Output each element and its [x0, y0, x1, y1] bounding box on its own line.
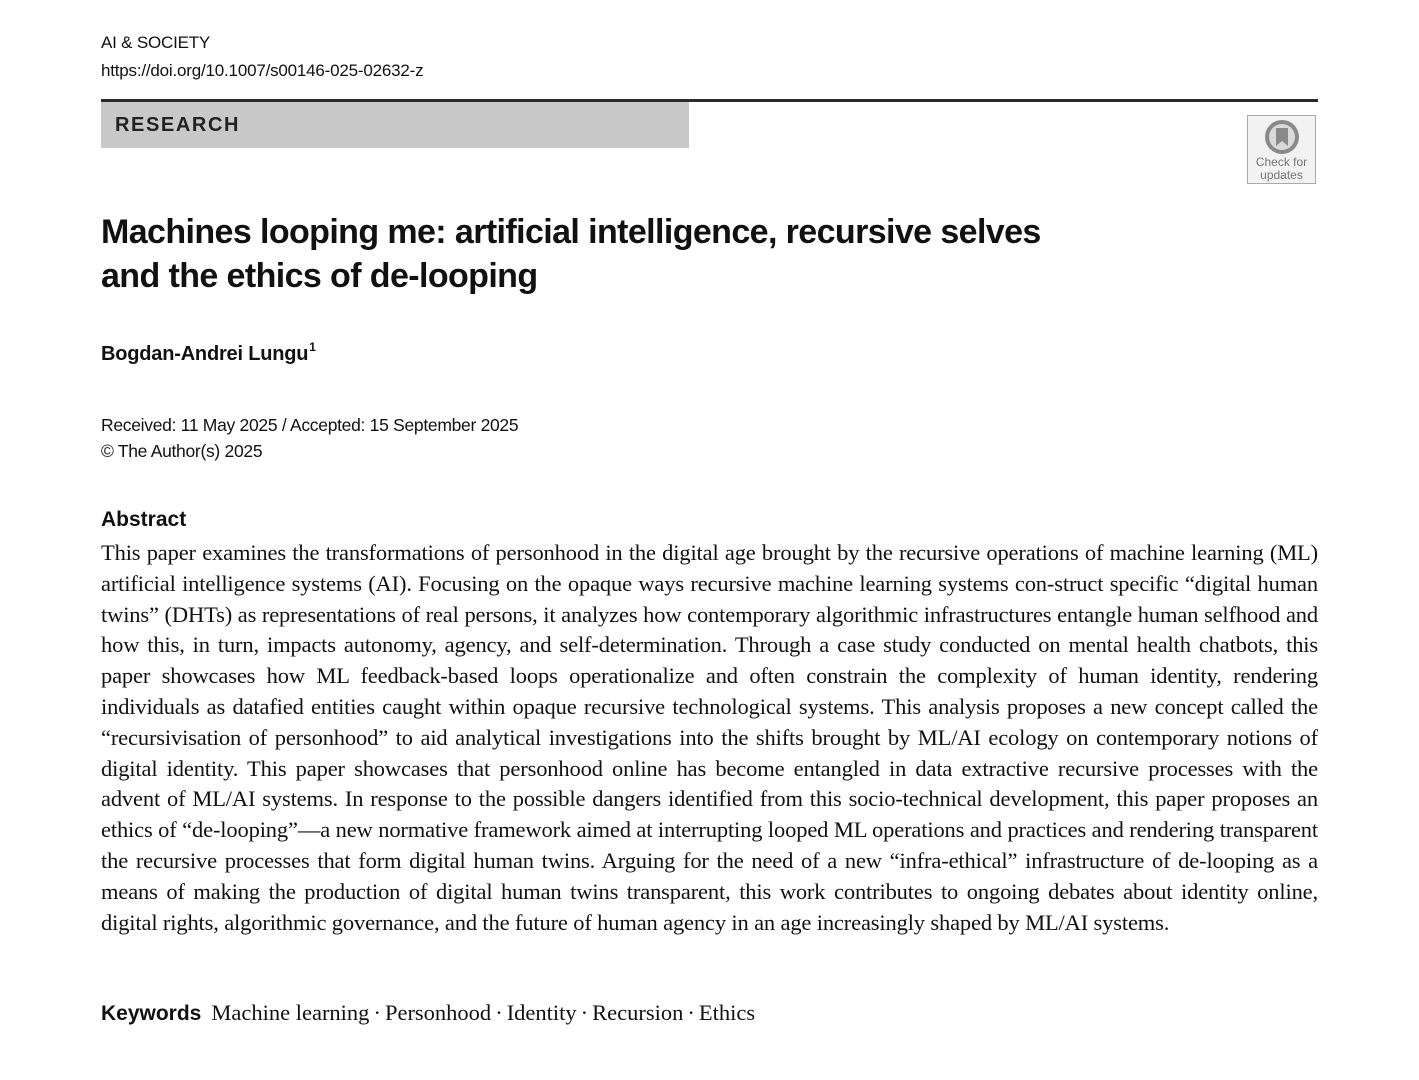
article-type-band — [101, 102, 689, 148]
author-line — [101, 340, 316, 366]
check-for-updates-line2: updates — [1260, 168, 1303, 182]
keyword-item: Identity — [506, 1000, 577, 1025]
author-affiliation-marker[interactable]: 1 — [309, 340, 316, 354]
article-title: Machines looping me: artificial intelligence, recursive selves and the ethics of de-looping — [101, 213, 1041, 295]
copyright-notice: © The Author(s) 2025 — [101, 441, 263, 461]
received-accepted-dates: Received: 11 May 2025 / Accepted: 15 September 2025 — [101, 415, 519, 435]
abstract-text: This paper examines the transformations of personhood in the digital age brought by the recursive operations of machine learning (ML) artificial intelligence systems (AI). Focusing on the opaque ways recursive machine learning systems con-struct specific “digital human twins” (DHTs) as representations of real persons, it analyzes how contemporary algorithmic infrastructures entangle human selfhood and how this, in turn, impacts autonomy, agency, and self-determination. Through a case study conducted on mental health chatbots, this paper showcases how ML feedback-based loops operationalize and often constrain the complexity of human identity, rendering individuals as datafied entities caught within opaque recursive technological systems. This analysis proposes a new concept called the “recursivisation of personhood” to aid analytical investigations into the shifts brought by ML/AI ecology on contemporary notions of digital identity. This paper showcases that personhood online has become entangled in data extractive recursive processes with the advent of ML/AI systems. In response to the possible dangers identified from this socio-technical development, this paper proposes an ethics of “de-looping”—a new normative framework aimed at interrupting looped ML operations and practices and rendering transparent the recursive processes that form digital human twins. Arguing for the need of a new “infra-ethical” infrastructure of de-looping as a means of making the production of digital human twins transparent, this work contributes to ongoing debates about identity online, digital rights, algorithmic governance, and the future of human agency in an age increasingly shaped by ML/AI systems. — [101, 540, 1318, 935]
article-type-label: RESEARCH — [115, 114, 241, 136]
author-name[interactable]: Bogdan-Andrei Lungu — [101, 343, 309, 365]
keyword-separator: · — [495, 1000, 503, 1025]
keyword-item: Recursion — [592, 1000, 684, 1025]
keyword-separator: · — [373, 1000, 381, 1025]
keywords-line — [101, 1000, 755, 1026]
keyword-separator: · — [687, 1000, 695, 1025]
check-for-updates-badge[interactable] — [1247, 115, 1316, 184]
bookmark-icon — [1264, 119, 1300, 155]
keyword-item: Machine learning — [211, 1000, 370, 1025]
keyword-item: Personhood — [384, 1000, 492, 1025]
doi-link[interactable]: https://doi.org/10.1007/s00146-025-02632-z — [101, 61, 424, 80]
abstract-heading: Abstract — [101, 508, 187, 531]
check-for-updates-line1: Check for — [1255, 155, 1308, 169]
keyword-separator: · — [580, 1000, 589, 1025]
journal-name: AI & SOCIETY — [101, 33, 211, 52]
keywords-label: Keywords — [101, 1002, 202, 1025]
keyword-item: Ethics — [698, 1000, 756, 1025]
